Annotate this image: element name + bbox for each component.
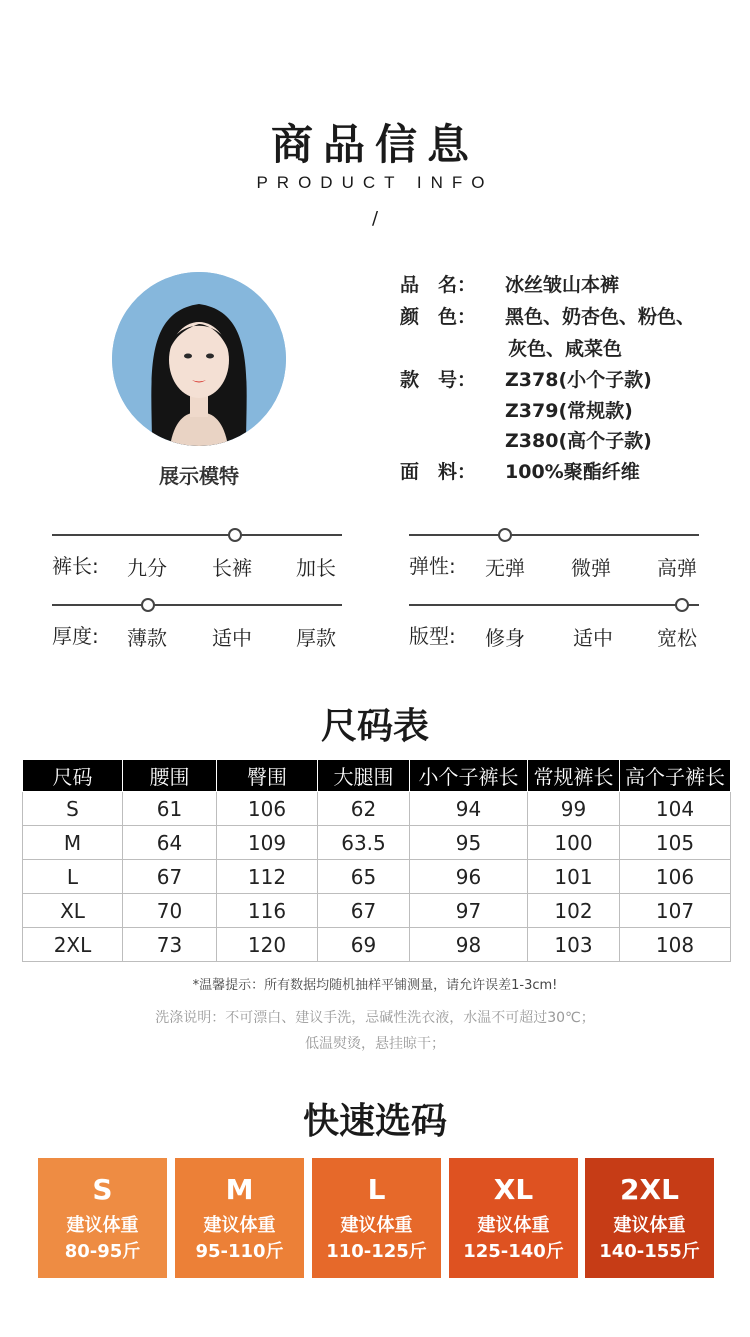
table-cell: 97 [410, 894, 528, 928]
washing-instructions: 洗涤说明：不可漂白、建议手洗，忌碱性洗衣液，水温不可超过30℃； [155, 1010, 595, 1026]
table-cell: 106 [620, 860, 731, 894]
card-size: 2XL [620, 1173, 679, 1206]
table-cell: 100 [528, 826, 620, 860]
scale-option: 适中 [573, 626, 613, 650]
table-cell: 65 [318, 860, 410, 894]
scale-label: 弹性: [409, 554, 456, 578]
info-value: 黑色、奶杏色、粉色、 [505, 306, 696, 328]
info-value: 灰色、咸菜色 [508, 338, 623, 360]
size-card-m [175, 1158, 304, 1278]
table-cell: 63.5 [318, 826, 410, 860]
info-label: 颜 色： [400, 306, 477, 328]
info-label: 品 名： [400, 274, 477, 296]
table-cell: 94 [410, 792, 528, 826]
size-table [22, 759, 731, 962]
table-cell: 101 [528, 860, 620, 894]
size-chart-title: 尺码表 [320, 706, 429, 747]
card-label: 建议体重 [66, 1215, 139, 1236]
scale-knob [228, 528, 242, 542]
card-weight-range: 80-95斤 [64, 1241, 141, 1262]
table-row [23, 894, 731, 928]
size-card-l [312, 1158, 441, 1278]
scale-knob [498, 528, 512, 542]
quick-select-cards [38, 1158, 714, 1278]
scale-option: 宽松 [657, 626, 697, 650]
card-weight-range: 95-110斤 [195, 1241, 284, 1262]
scale-track [409, 604, 699, 606]
table-cell: 2XL [23, 928, 123, 962]
title-divider: / [371, 208, 379, 229]
table-header-cell: 尺码 [23, 760, 123, 792]
scale-knob [675, 598, 689, 612]
table-header-cell: 腰围 [123, 760, 217, 792]
table-cell: 104 [620, 792, 731, 826]
table-header-cell: 常规裤长 [528, 760, 620, 792]
table-cell: 67 [318, 894, 410, 928]
table-cell: 107 [620, 894, 731, 928]
table-cell: 108 [620, 928, 731, 962]
scale-option: 修身 [485, 626, 525, 650]
scale-track [52, 534, 342, 536]
scale-option: 厚款 [296, 626, 336, 650]
washing-instructions-cont: 低温熨烫，悬挂晾干； [305, 1036, 445, 1052]
page-title: 商品信息 [270, 120, 479, 169]
table-cell: XL [23, 894, 123, 928]
info-value: Z378(小个子款) [505, 369, 652, 391]
card-size: L [367, 1173, 386, 1206]
card-size: M [225, 1173, 254, 1206]
table-cell: S [23, 792, 123, 826]
scale-label: 版型: [409, 624, 456, 648]
card-weight-range: 110-125斤 [326, 1241, 427, 1262]
scale-option: 薄款 [127, 626, 167, 650]
table-cell: 105 [620, 826, 731, 860]
table-row [23, 792, 731, 826]
scale-length [52, 526, 342, 580]
card-label: 建议体重 [477, 1215, 550, 1236]
scale-fit [409, 596, 699, 650]
table-cell: 61 [123, 792, 217, 826]
table-cell: 95 [410, 826, 528, 860]
scale-option: 长裤 [212, 556, 252, 580]
info-value: Z380(高个子款) [505, 430, 652, 452]
table-cell: L [23, 860, 123, 894]
table-cell: 112 [217, 860, 318, 894]
table-cell: M [23, 826, 123, 860]
scale-option: 高弹 [657, 556, 697, 580]
table-cell: 120 [217, 928, 318, 962]
quick-select-title: 快速选码 [302, 1101, 447, 1142]
card-weight-range: 125-140斤 [463, 1241, 564, 1262]
size-card-s [38, 1158, 167, 1278]
table-cell: 98 [410, 928, 528, 962]
info-value: Z379(常规款) [505, 400, 633, 422]
table-cell: 67 [123, 860, 217, 894]
info-label: 面 料： [400, 461, 477, 483]
table-header-cell: 高个子裤长 [620, 760, 731, 792]
table-cell: 102 [528, 894, 620, 928]
scale-label: 裤长: [52, 554, 99, 578]
info-label: 款 号： [400, 369, 477, 391]
scale-knob [141, 598, 155, 612]
scale-label: 厚度: [52, 624, 99, 648]
card-label: 建议体重 [203, 1215, 276, 1236]
scale-thickness [52, 596, 342, 650]
card-label: 建议体重 [340, 1215, 413, 1236]
table-row [23, 860, 731, 894]
table-header-cell: 大腿围 [318, 760, 410, 792]
table-cell: 73 [123, 928, 217, 962]
model-label: 展示模特 [159, 464, 239, 488]
page-subtitle: PRODUCT INFO [256, 173, 494, 192]
scale-option: 九分 [127, 556, 167, 580]
table-row [23, 928, 731, 962]
info-value: 冰丝皱山本裤 [505, 274, 620, 296]
measurement-tip: *温馨提示：所有数据均随机抽样平铺测量，请允许误差1-3cm! [192, 978, 558, 993]
scale-track [52, 604, 342, 606]
size-card-xl [449, 1158, 578, 1278]
scale-option: 加长 [296, 556, 336, 580]
scale-option: 适中 [212, 626, 252, 650]
card-size: S [92, 1173, 113, 1206]
table-cell: 69 [318, 928, 410, 962]
scale-option: 微弹 [571, 556, 611, 580]
scale-elasticity [409, 526, 699, 580]
card-size: XL [493, 1173, 534, 1206]
table-cell: 103 [528, 928, 620, 962]
table-header-cell: 小个子裤长 [410, 760, 528, 792]
model-avatar [112, 272, 286, 446]
model-portrait-icon [112, 272, 286, 446]
size-card-2xl [585, 1158, 714, 1278]
card-weight-range: 140-155斤 [599, 1241, 700, 1262]
table-cell: 62 [318, 792, 410, 826]
info-value: 100%聚酯纤维 [505, 461, 640, 483]
scale-track [409, 534, 699, 536]
card-label: 建议体重 [613, 1215, 686, 1236]
scale-option: 无弹 [485, 556, 525, 580]
table-cell: 64 [123, 826, 217, 860]
table-cell: 109 [217, 826, 318, 860]
table-cell: 96 [410, 860, 528, 894]
table-header-cell: 臀围 [217, 760, 318, 792]
table-cell: 106 [217, 792, 318, 826]
table-cell: 99 [528, 792, 620, 826]
table-cell: 70 [123, 894, 217, 928]
table-cell: 116 [217, 894, 318, 928]
table-header-row [23, 760, 731, 792]
table-row [23, 826, 731, 860]
